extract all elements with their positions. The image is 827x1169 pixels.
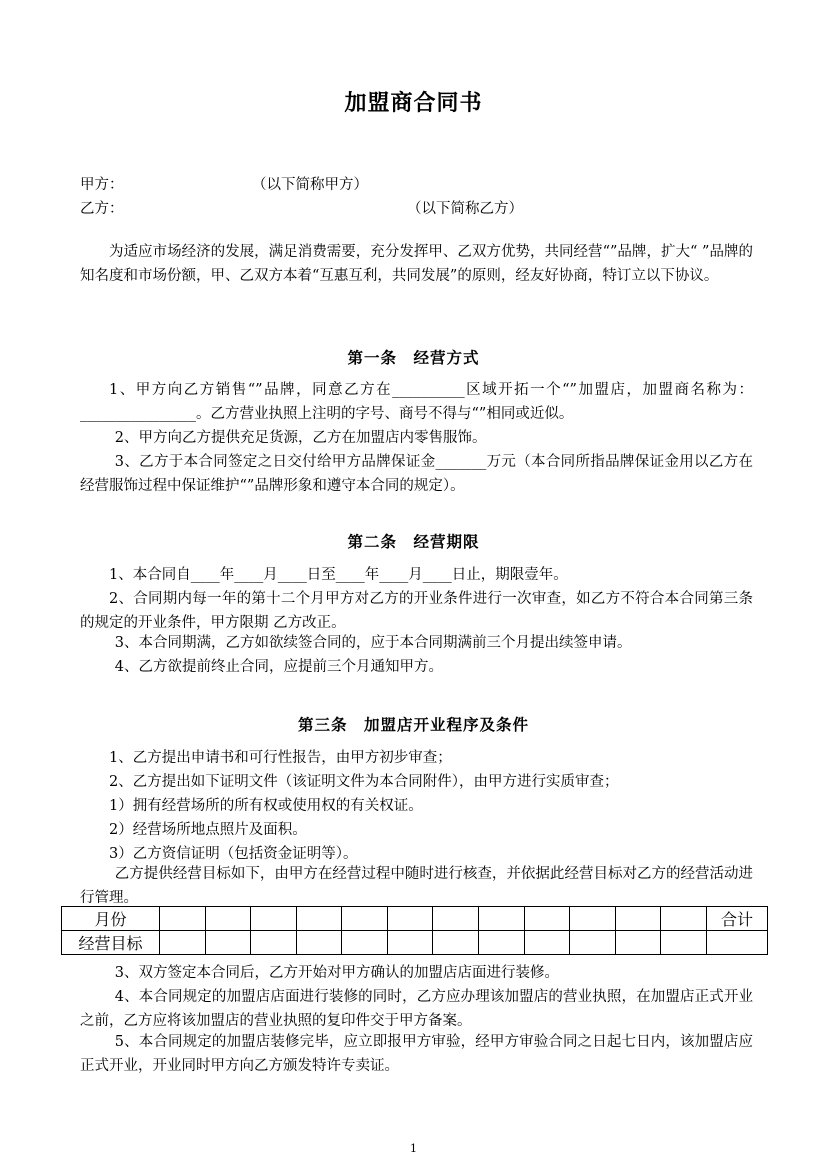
party-a-note: （以下简称甲方）	[252, 177, 368, 193]
party-b-label: 乙方：	[80, 201, 124, 217]
section-3-clause-4: 4、本合同规定的加盟店店面进行装修的同时，乙方应办理该加盟店的营业执照，在加盟店正式开业之前，乙方应将该加盟店的营业执照的复印件交于甲方备案。	[80, 989, 753, 1029]
section-3-heading: 第三条 加盟店开业程序及条件	[297, 715, 529, 734]
target-cell[interactable]	[570, 931, 616, 955]
target-cell[interactable]	[615, 931, 661, 955]
document-title: 加盟商合同书	[344, 90, 483, 116]
section-3-item-1: 1）拥有经营场所的所有权或使用权的有关权证。	[109, 798, 423, 814]
target-cell[interactable]	[387, 931, 433, 955]
target-cell[interactable]	[160, 931, 206, 955]
section-2-heading: 第二条 经营期限	[347, 532, 480, 551]
target-cell[interactable]	[251, 931, 297, 955]
month-cell[interactable]	[160, 907, 206, 931]
target-cell[interactable]	[296, 931, 342, 955]
table-row-target	[62, 931, 768, 955]
total-target-cell[interactable]	[707, 931, 768, 955]
month-cell[interactable]	[251, 907, 297, 931]
section-3-clause-3: 3、双方签定本合同后，乙方开始对甲方确认的加盟店店面进行装修。	[114, 965, 560, 981]
target-cell[interactable]	[661, 931, 707, 955]
section-3-clause-1: 1、乙方提出申请书和可行性报告，由甲方初步审查；	[109, 750, 452, 766]
table-row-month	[62, 907, 768, 931]
month-cell[interactable]	[479, 907, 525, 931]
section-3-item-2: 2）经营场所地点照片及面积。	[109, 822, 307, 838]
target-cell[interactable]	[342, 931, 388, 955]
party-b-note: （以下简称乙方）	[407, 201, 523, 217]
section-3-target-intro: 乙方提供经营目标如下，由甲方在经营过程中随时进行核查，并依据此经营目标对乙方的经营活动进行管理。	[80, 866, 753, 906]
month-cell[interactable]	[205, 907, 251, 931]
section-3-clause-2: 2、乙方提出如下证明文件（该证明文件为本合同附件），由甲方进行实质审查；	[109, 774, 619, 790]
section-1-clause-1: 1、甲方向乙方销售“”品牌，同意乙方在__________区域开拓一个“”加盟店，加盟商名称为：________________。乙方营业执照上注明的字号、商号不得与“”相同或近似。	[80, 382, 753, 422]
target-cell[interactable]	[479, 931, 525, 955]
section-3-clause-5: 5、本合同规定的加盟店装修完毕，应立即报甲方审验，经甲方审验合同之日起七日内，该加盟店应正式开业，开业同时甲方向乙方颁发特许专卖证。	[80, 1034, 753, 1074]
month-cell[interactable]	[296, 907, 342, 931]
target-cell[interactable]	[205, 931, 251, 955]
total-label-cell: 合计	[707, 907, 768, 931]
target-cell[interactable]	[433, 931, 479, 955]
page-number: 1	[410, 1142, 417, 1155]
month-cell[interactable]	[342, 907, 388, 931]
month-cell[interactable]	[570, 907, 616, 931]
party-a-label: 甲方：	[80, 177, 124, 193]
month-cell[interactable]	[387, 907, 433, 931]
section-3-item-3: 3）乙方资信证明（包括资金证明等）。	[109, 846, 358, 862]
section-2-clause-1: 1、本合同自____年____月____日至____年____月____日止，期限壹年。	[109, 567, 568, 583]
section-2-clause-3: 3、本合同期满，乙方如欲续签合同的，应于本合同期满前三个月提出续签申请。	[114, 635, 632, 651]
section-1-heading: 第一条 经营方式	[347, 348, 480, 367]
section-2-clause-4: 4、乙方欲提前终止合同，应提前三个月通知甲方。	[114, 659, 444, 675]
section-1-clause-2: 2、甲方向乙方提供充足货源，乙方在加盟店内零售服饰。	[114, 430, 487, 446]
section-2-clause-2: 2、合同期内每一年的第十二个月甲方对乙方的开业条件进行一次审查，如乙方不符合本合同第三条的规定的开业条件，甲方限期 乙方改正。	[80, 591, 753, 631]
target-label-cell: 经营目标	[62, 931, 160, 955]
target-cell[interactable]	[524, 931, 570, 955]
month-cell[interactable]	[661, 907, 707, 931]
intro-paragraph: 为适应市场经济的发展，满足消费需要，充分发挥甲、乙双方优势，共同经营“”品牌，扩大“ ”品牌的知名度和市场份额，甲、乙双方本着“互惠互利，共同发展”的原则，经友好协商，特订立以下协议。	[80, 244, 753, 284]
month-cell[interactable]	[524, 907, 570, 931]
month-cell[interactable]	[433, 907, 479, 931]
business-target-table	[61, 906, 768, 955]
section-1-clause-3: 3、乙方于本合同签定之日交付给甲方品牌保证金_______万元（本合同所指品牌保证金用以乙方在经营服饰过程中保证维护“”品牌形象和遵守本合同的规定）。	[80, 454, 753, 494]
month-cell[interactable]	[615, 907, 661, 931]
month-label-cell: 月份	[62, 907, 160, 931]
